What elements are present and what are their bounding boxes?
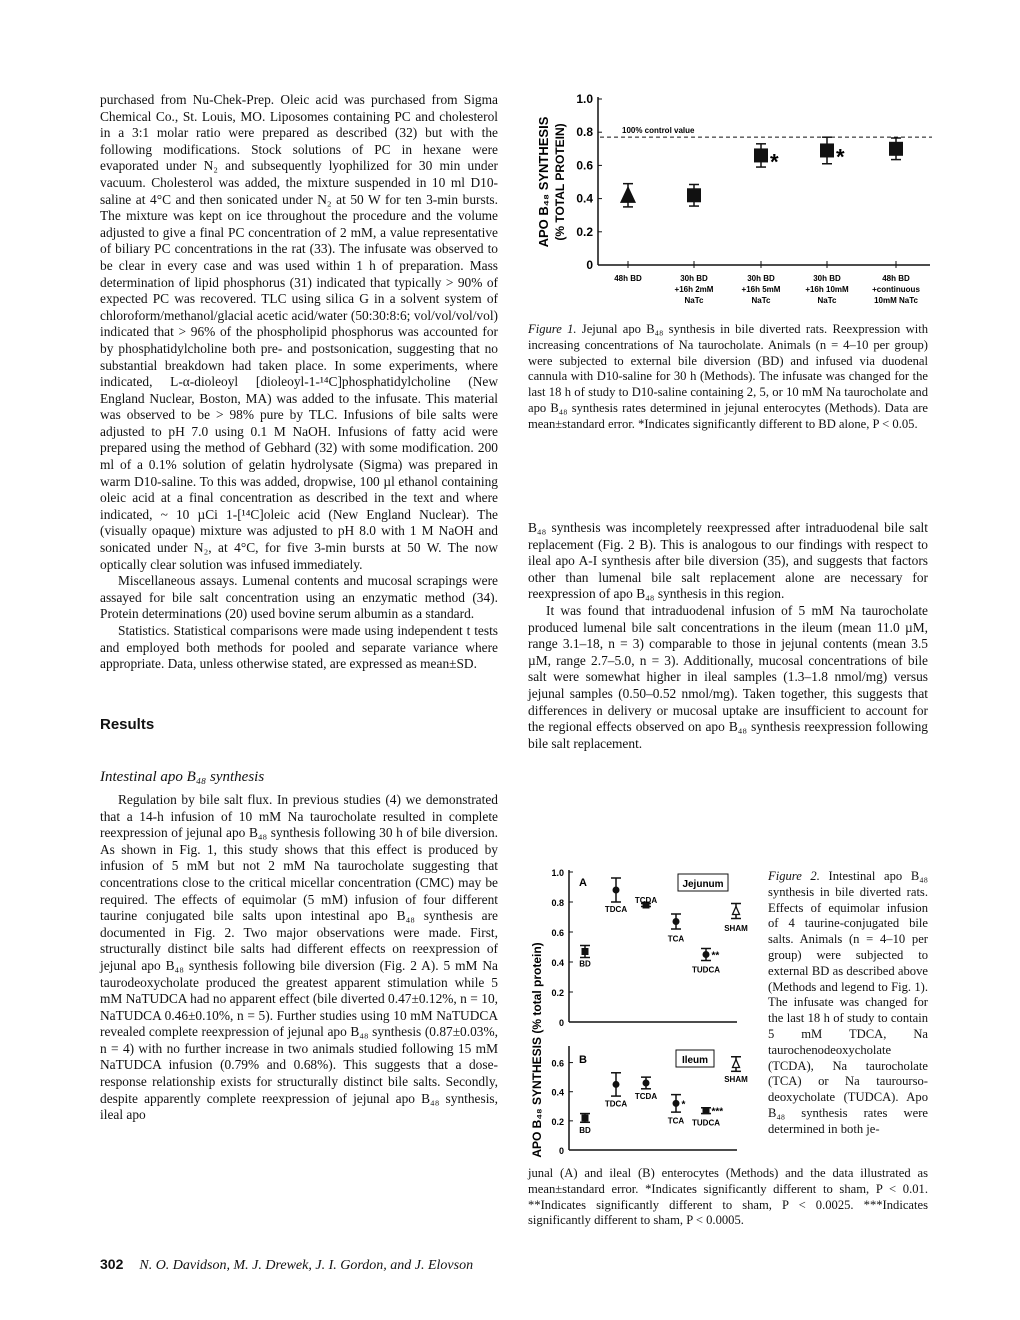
x-tick-label: 30h BD [680, 274, 708, 283]
y-tick-label: 0.6 [551, 928, 564, 938]
page-footer [100, 1256, 473, 1274]
results-paragraph: Regulation by bile salt flux. In previous studies (4) we demonstrated that a 14-h infusion of 10 mM Na taurocholate resulted in complete reexpression of jejunal apo B₄₈ synthesis following 30 h of bile diversion. As shown in Fig. 1, this study shows that this effect is produced by infusion of 5 mM but not 2 mM Na taurocholate suggesting that concentrations close to the critical micellar concentration (CMC) may be required. The effects of equimolar (5 mM) infusion of four different taurine conjugated bile salts upon intestinal apo B₄₈ synthesis are documented in Fig. 2. Two major observations were made. First, structurally distinct bile salts had different effects on reexpression of jejunal apo B₄₈ synthesis following bile diversion (Fig. 2 A). 5 mM Na taurodeoxycholate produced the greatest apparent stimulation while 5 mM NaTUDCA had no apparent effect (bile diverted 0.47±0.12%, n = 10, NaTUDCA 0.46±0.10%, n = 5). Further studies using 10 mM NaTUDCA revealed complete reexpression of jejunal apo B₄₈ synthesis (0.87±0.03%, n = 4) with no further increase in two animals studied following 15 mM NaTUDCA infusion (0.79% and 0.68%). This suggests that a dose-response relationship exists for structurally distinct bile salts. Secondly, despite apparently complete reexpression of jejunal apo B₄₈ synthesis, ileal apo [100, 791, 498, 1123]
figure-2-caption-continued: junal (A) and ileal (B) enterocytes (Methods) and the data illustrated as mean±standard error. *Indicates significantly different to sham, P < 0.01. **Indicates significantly different to sham, P < 0.0025. ***Indicates significantly different to sham, P < 0.0005. [528, 1166, 928, 1228]
circle-marker [673, 1100, 680, 1107]
figure-2-caption [768, 869, 928, 1138]
panel-label: A [579, 877, 587, 889]
x-tick-label: NaTc [684, 296, 704, 305]
circle-marker [703, 951, 710, 958]
square-marker [703, 1107, 710, 1114]
statistics-paragraph: Statistics. Statistical comparisons were made using independent t tests and employed both methods for pooled and separate variance where appropriate. Data, unless otherwise stated, are expressed as mean±SD. [100, 623, 498, 672]
circle-marker [673, 918, 680, 925]
point-label: SHAM [724, 924, 748, 933]
y-tick-label: 0.2 [551, 988, 564, 998]
y-tick-label: 0 [586, 258, 593, 272]
figure-1-caption [528, 322, 928, 433]
figure-2-chart [515, 860, 765, 1160]
x-tick-label: 48h BD [614, 274, 642, 283]
x-tick-label: +16h 5mM [741, 285, 781, 294]
running-authors: N. O. Davidson, M. J. Drewek, J. I. Gordon, and J. Elovson [139, 1258, 474, 1273]
panel-box-label: Ileum [681, 1055, 709, 1066]
point-label: BD [579, 959, 591, 969]
triangle-marker [733, 1060, 740, 1068]
right-column [528, 520, 928, 752]
y-tick-label: 1.0 [551, 868, 564, 878]
x-tick-label: 30h BD [747, 274, 775, 283]
square-marker [582, 1114, 589, 1121]
page-number: 302 [100, 1256, 124, 1272]
significance-marker: * [836, 144, 845, 170]
panel-label: B [579, 1054, 587, 1066]
y-axis-label: APO B₄₈ SYNTHESIS (% total protein) [530, 942, 544, 1158]
caption-text: Jejunal apo B₄₈ synthesis in bile diverted rats. Reexpression with increasing concentrations of Na taurocholate. Animals (n = 4–10 per group) were subjected to external bile diversion (BD) and infused via duodenal cannula with D10-saline for 30 h (Methods). The infusate was changed for the last 18 h of study to D10-saline containing 2, 5, or 10 mM Na taurocholate and apo B₄₈ synthesis rates determined in jejunal enterocytes (Methods). Data are mean±standard error. *Indicates significantly different to BD alone, P < 0.05. [528, 322, 928, 431]
y-tick-label: 0.2 [551, 1116, 564, 1127]
point-label: TCDA [634, 896, 658, 905]
circle-marker [613, 887, 620, 894]
point-label: TCDA [634, 1091, 658, 1101]
point-label: SHAM [724, 1075, 748, 1085]
panel-box-label: Jejunum [682, 879, 724, 890]
misc-assays-paragraph: Miscellaneous assays. Lumenal contents and mucosal scrapings were assayed for bile salt concentration using an enzymatic method (34). Protein determinations (20) used bovine serum albumin as a standard. [100, 573, 498, 622]
point-label: BD [579, 1125, 591, 1135]
y-tick-label: 1.0 [576, 92, 593, 106]
left-column [100, 92, 498, 1124]
methods-paragraph: purchased from Nu-Chek-Prep. Oleic acid was purchased from Sigma Chemical Co., St. Louis, MO. Liposomes containing PC and cholesterol in a 3:1 molar ratio were prepared as described (32) but with the following modifications. Stock solutions of PC in hexane were evaporated under N₂ and subsequently lyophilized for 30 min under vacuum. Cholesterol was added, the mixture suspended in 10 ml D10-saline at 4°C and then sonicated under N₂ at 50 W for ten 3-min bursts. The mixture was kept on ice throughout the procedure and the volume adjusted to give a final PC concentration of 2 mM, a value representative of biliary PC concentrations in the rat (33). The infusate was observed to be clear in every case and was used within 1 h of preparation. Mass determination of lipid phosphorus (31) indicated that typically > 90% of expected PC was recovered. TLC using silica G in a solvent system of chloroform/methanol/glacial acetic acid/water (50:30:8:6; vol/vol/vol/vol) indicated that > 96% of the phospholipid phosphorus was accounted for by phosphatidylcholine both pre- and postsonication, suggesting that no substantial breakdown had taken place. In some experiments, where indicated, L-α-dioleoyl [dioleoyl-1-¹⁴C]phosphatidylcholine (New England Nuclear, Boston, MA) was added to the infusate. This material was observed to be > 98% pure by TLC. Infusions of bile salts were adjusted to pH 7.0 using 0.1 M NaOH. Infusions of fatty acid were prepared using the method of Gebhard (32) with some modification. 200 ml of a 0.1% solution of gelatin hydrolysate (Sigma) was prepared in warm D10-saline. To this was added, dropwise, 100 µl ethanol containing oleic acid at a final concentration as described in the text and where indicated, ~ 10 µCi 1-[¹⁴C]oleic acid (New England Nuclear). The (visually opaque) mixture was adjusted to pH 8.0 with 1 M NaOH and sonicated under N₂, at 4°C, for five 3-min bursts at 50 W. The now optically clear solution was infused immediately. [100, 92, 498, 572]
caption-text: Intestinal apo B₄₈ synthesis in bile diverted rats. Effects of equimolar infusion of 4 taurine-conjugated bile salts. Animals (n = 4–10 per group) were subjected to external BD as described above (Methods and legend to Fig. 1). The infusate was changed for the last 18 h of study to contain 5 mM TDCA, Na taurochenodeoxycholate (TCDA), Na taurocholate (TCA) or Na taurourso-deoxycholate (TUDCA). Apo B₄₈ synthesis rates were determined in both je- [768, 869, 928, 1136]
square-marker [582, 948, 589, 955]
y-tick-label: 0.6 [551, 1058, 564, 1069]
square-marker [754, 148, 768, 162]
body-paragraph: B₄₈ synthesis was incompletely reexpressed after intraduodenal bile salt replacement (Fig. 2 B). This is analogous to our findings with respect to ileal apo A-I synthesis after bile diversion (35), and suggests that factors other than lumenal bile salt replacement alone are necessary for reexpression of apo B₄₈ synthesis in this region. [528, 520, 928, 602]
square-marker [889, 142, 903, 156]
point-label: TDCA [604, 905, 628, 914]
y-axis-label: (% TOTAL PROTEIN) [553, 123, 567, 241]
significance-marker: *** [711, 1106, 724, 1118]
y-tick-label: 0.4 [551, 958, 564, 968]
y-tick-label: 0.8 [576, 125, 593, 140]
triangle-marker [621, 187, 635, 202]
point-label: TDCA [604, 1099, 628, 1109]
square-marker [820, 143, 834, 157]
body-paragraph: It was found that intraduodenal infusion of 5 mM Na taurocholate produced lumenal bile salt concentrations in the ileum (mean 11.0 µM, range 3.1–18, n = 3) comparable to those in jejunal contents (mean 3.5 µM, range 2.7–5.0, n = 3). Additionally, mucosal concentrations of bile salt were somewhat higher in ileal samples (1.3–1.8 nmol/mg) versus jejunal samples (0.50–0.52 nmol/mg). Taken together, this suggests that differences in delivery or mucosal uptake are insufficient to account for the regional effects observed on apo B₄₈ synthesis reexpression following bile salt replacement. [528, 602, 928, 751]
y-tick-label: 0 [558, 1146, 564, 1156]
y-tick-label: 0 [558, 1018, 564, 1028]
y-tick-label: 0.6 [576, 158, 593, 173]
significance-marker: * [681, 1099, 686, 1111]
square-marker [687, 188, 701, 202]
x-tick-label: 10mM NaTc [874, 296, 918, 305]
circle-marker [613, 1081, 620, 1088]
x-tick-label: NaTc [817, 296, 837, 305]
caption-label: Figure 2. [768, 869, 820, 883]
x-tick-label: +continuous [872, 285, 920, 294]
point-label: TUDCA [692, 1118, 720, 1128]
x-tick-label: 48h BD [882, 274, 910, 283]
figure-1-chart [520, 85, 940, 310]
subheading: Intestinal apo B₄₈ synthesis [100, 769, 265, 786]
triangle-marker [733, 907, 740, 915]
y-tick-label: 0.2 [576, 224, 593, 239]
y-tick-label: 0.8 [551, 898, 564, 908]
point-label: TUDCA [692, 965, 720, 975]
reference-line-label: 100% control value [622, 126, 695, 136]
x-tick-label: 30h BD [813, 274, 841, 283]
x-tick-label: +16h 2mM [674, 285, 714, 294]
point-label: TCA [667, 1116, 685, 1126]
x-tick-label: NaTc [751, 296, 771, 305]
x-tick-label: +16h 10mM [805, 285, 849, 294]
significance-marker: * [770, 149, 779, 175]
y-tick-label: 0.4 [551, 1087, 564, 1098]
results-heading: Results [100, 715, 155, 733]
circle-marker [643, 1079, 650, 1086]
significance-marker: ** [711, 950, 720, 962]
y-axis-label: APO B₄₈ SYNTHESIS [536, 116, 551, 248]
point-label: TCA [667, 934, 685, 944]
caption-label: Figure 1. [528, 322, 577, 336]
y-tick-label: 0.4 [576, 191, 593, 206]
